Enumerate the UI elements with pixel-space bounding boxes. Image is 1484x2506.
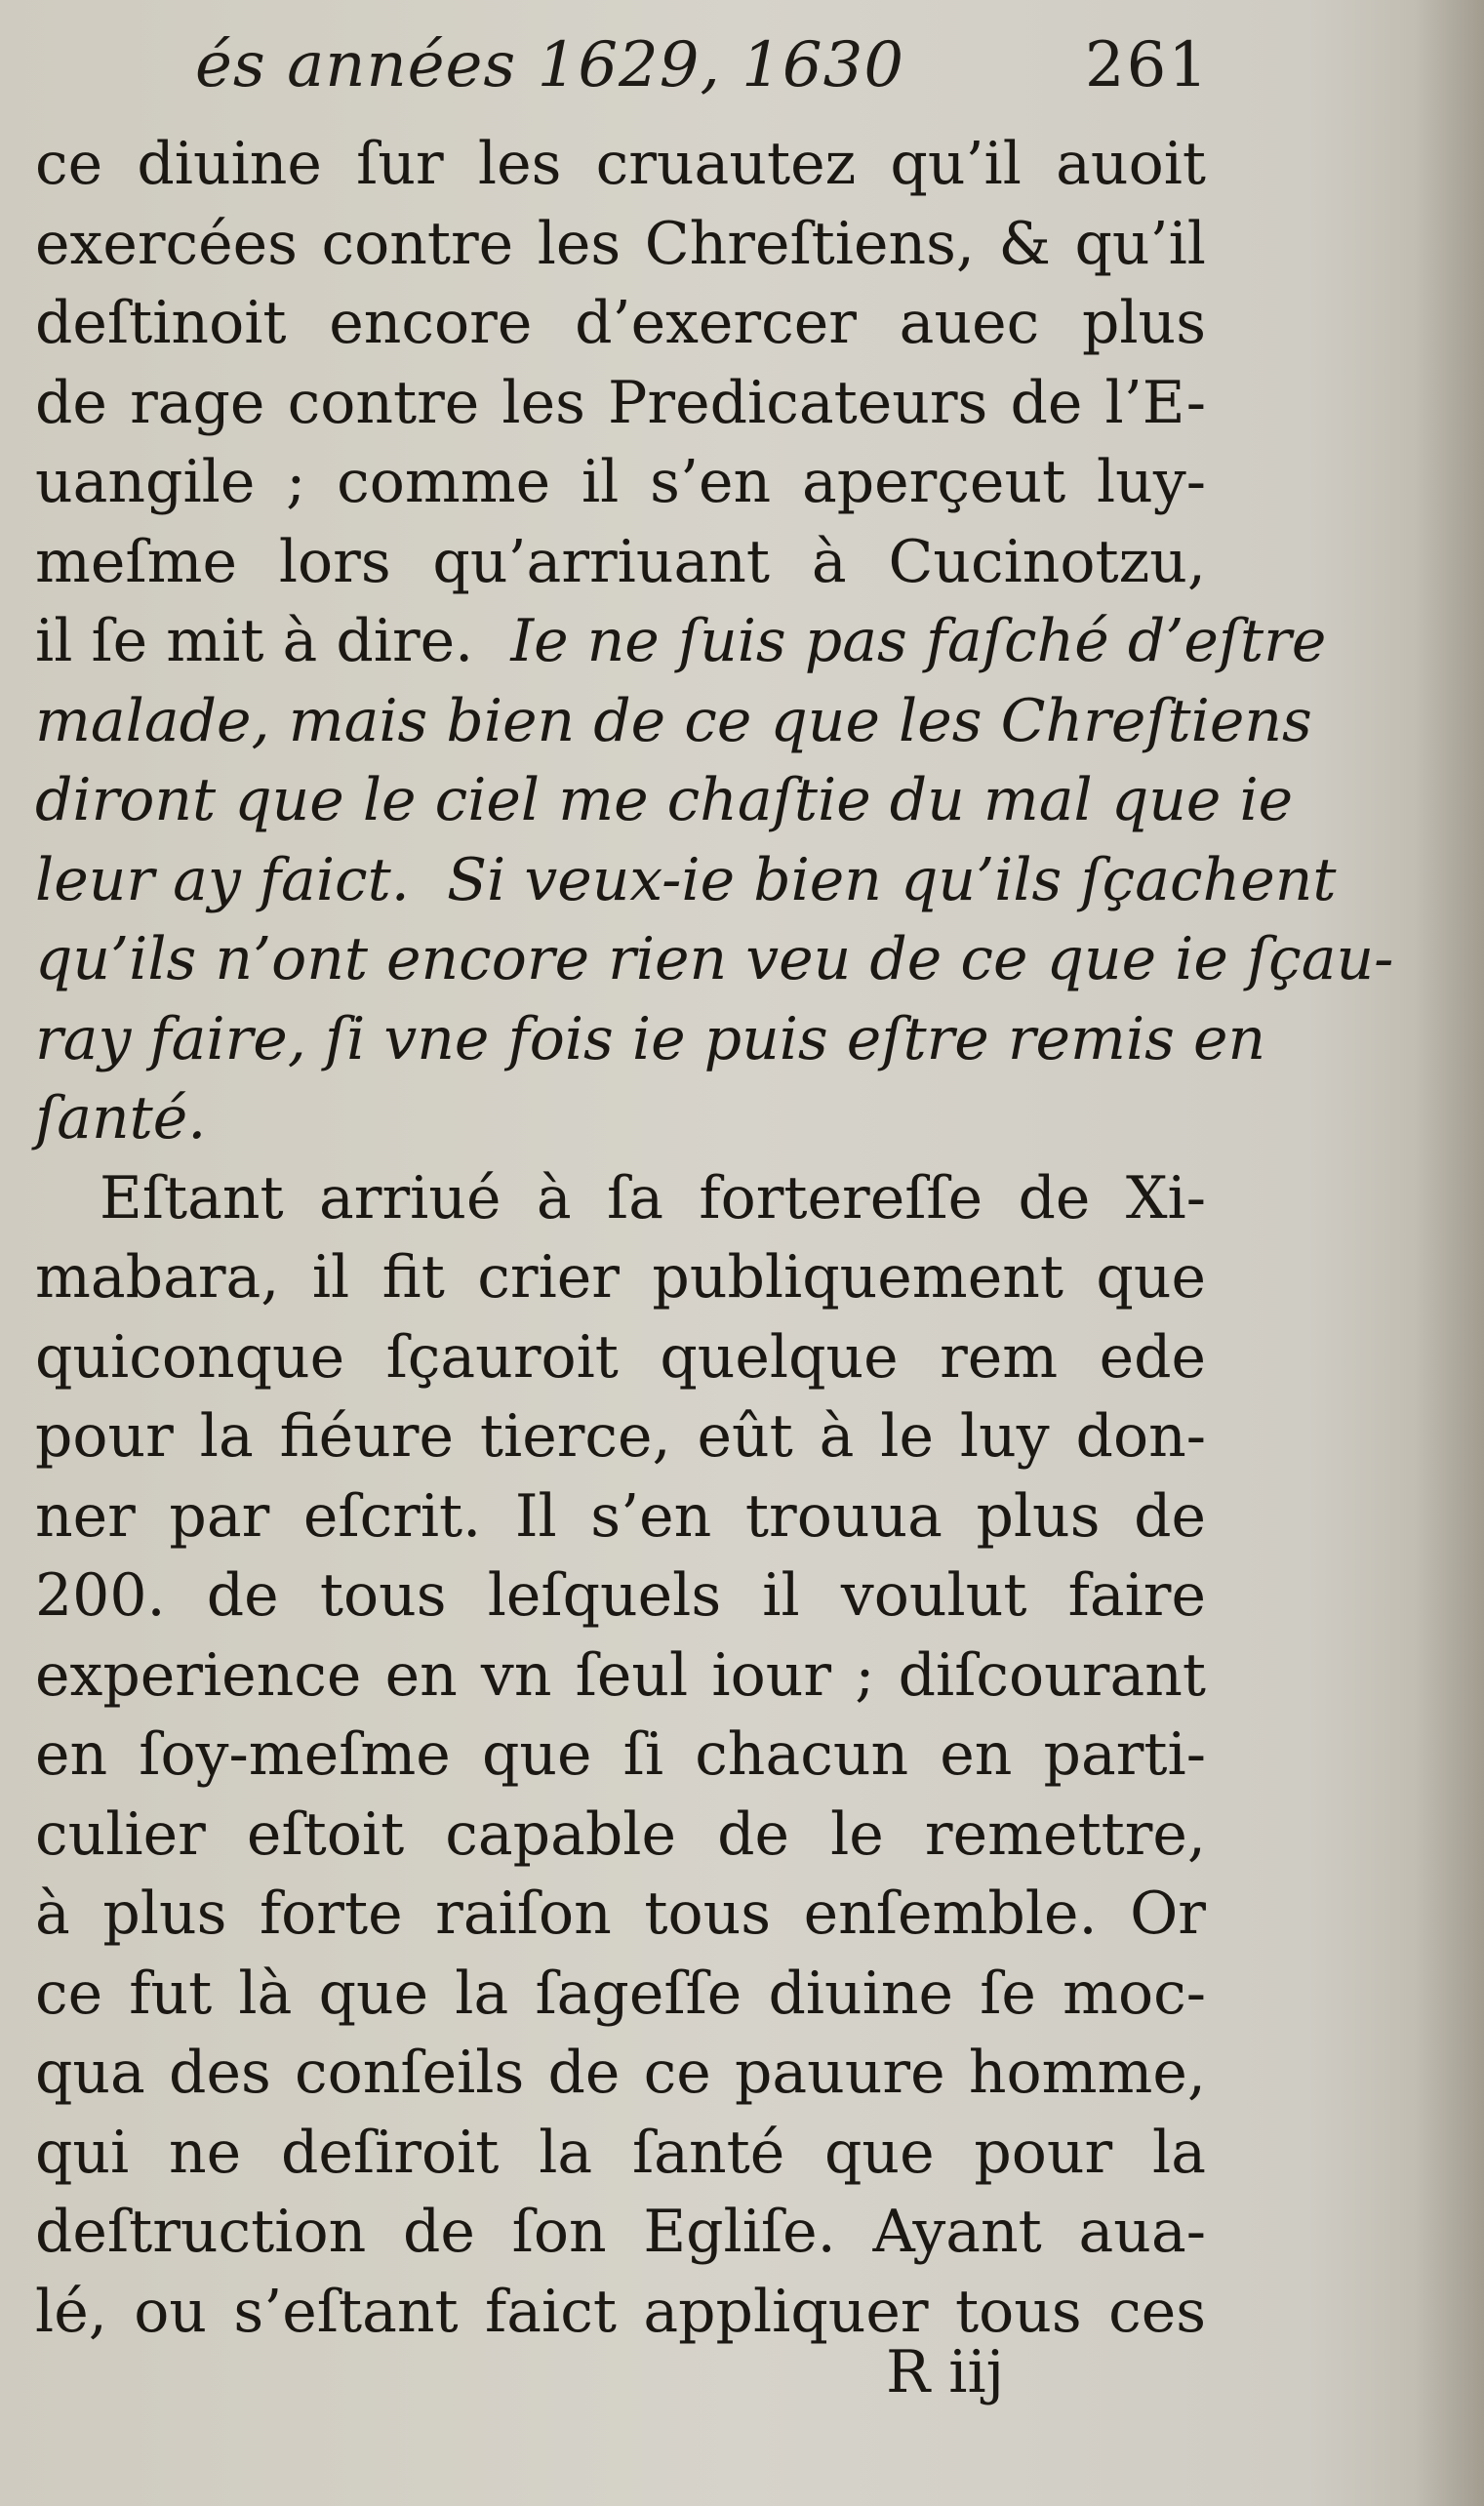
quote-line: diront que le ciel me chaſtie du mal que ie [35,766,1294,834]
text-line: deſtruction de ſon Egliſe. Ayant aua- [35,2198,1206,2266]
text-line: pour la fiéure tierce, eût à le luy don- [35,1402,1206,1471]
paragraph-first-line: Eſtant arriué à ſa fortereſſe de Xi- [100,1163,1206,1233]
quote-fragment: Si veux-ie bien qu’ils ſçachent [446,845,1337,914]
page-edge-shadow [1416,0,1484,2506]
quote-fragment: leur ay faict. [35,845,410,914]
text-line-mixed [35,602,1327,682]
quote-line: malade, mais bien de ce que les Chreſtiens [35,686,1312,755]
text-line: ce fut là que la ſageſſe diuine ſe moc- [35,1959,1206,2028]
page-number: 261 [1084,29,1210,101]
quote-line-mixed [35,841,1337,921]
quote-line: ray faire, ſi vne fois ie puis eſtre remis en [35,1004,1266,1073]
text-line: ce diuine ſur les cruautez qu’il auoit [35,130,1206,198]
text-line: culier eſtoit capable de le remettre, [35,1799,1206,1869]
quote-fragment: Ie ne ſuis pas faſché d’eſtre [510,607,1327,675]
text-line: à plus forte raiſon tous enſemble. Or [35,1880,1206,1948]
text-line: en ſoy-meſme que ſi chacun en parti- [35,1720,1206,1789]
text-line: qui ne deſiroit la ſanté que pour la [35,2118,1206,2187]
text-line: mabara, il fit crier publiquement que [35,1243,1206,1312]
quote-line: qu’ils n’ont encore rien veu de ce que ie ſçau- [35,925,1394,993]
text-fragment: il ſe mit à dire. [35,607,474,675]
text-line: quiconque ſçauroit quelque rem ede [35,1322,1206,1392]
text-line: deſtinoit encore d’exercer auec plus [35,289,1206,357]
quote-line: ſanté. [35,1084,207,1152]
text-line: exercées contre les Chreſtiens, & qu’il [35,209,1206,278]
text-line: ner par eſcrit. Il s’en trouua plus de [35,1481,1206,1551]
running-head: és années 1629, 1630 [195,29,905,101]
text-line: de rage contre les Predicateurs de l’E- [35,368,1206,437]
signature-mark: R iij [886,2338,1005,2406]
text-line: experience en vn ſeul iour ; diſcourant [35,1640,1206,1710]
text-line: qua des conſeils de ce pauure homme, [35,2039,1206,2107]
page-header [195,29,1210,117]
text-line: 200. de tous leſquels il voulut faire [35,1561,1206,1630]
body-text [35,125,1394,2352]
text-line: lé, ou s’eſtant faict appliquer tous ces [35,2277,1206,2346]
text-line: meſme lors qu’arriuant à Cucinotzu, [35,527,1206,596]
text-line: uangile ; comme il s’en aperçeut luy- [35,448,1206,516]
